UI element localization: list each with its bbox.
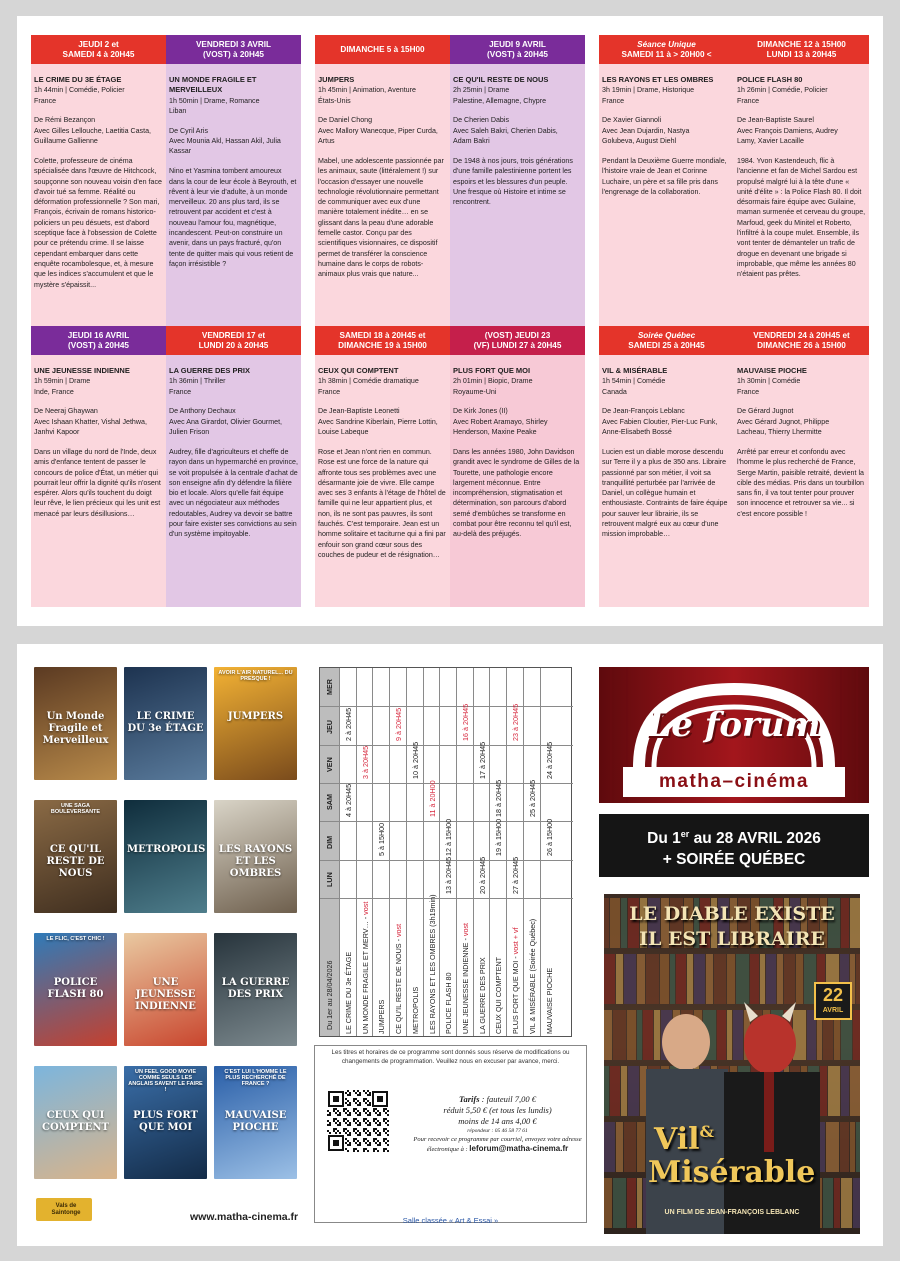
film-title: UN MONDE FRAGILE ET MERVEILLEUX	[169, 75, 257, 95]
schedule-row	[473, 668, 490, 1036]
poster-tagline: LE FLIC, C'EST CHIC !	[46, 936, 105, 942]
showtime: 3 à 20H45	[360, 745, 370, 779]
film-card-body	[450, 64, 585, 207]
day-label: SAM	[325, 794, 334, 811]
film-credits: Avec Ishaan Khatter, Vishal Jethwa,	[34, 417, 147, 426]
film-poster	[214, 667, 297, 780]
day-label: LUN	[325, 872, 334, 887]
poster-title: Un Monde Fragile et Merveilleux	[42, 711, 109, 746]
film-info: États-Unis	[318, 96, 351, 105]
film-poster	[124, 800, 207, 913]
poster-title: Vil& Misérable	[648, 1122, 816, 1190]
qr-code	[327, 1090, 389, 1152]
film-credits: Julien Frison	[169, 428, 210, 437]
schedule-film-name: JUMPERS	[377, 999, 387, 1034]
showtime: 20 à 20H45	[477, 856, 487, 894]
film-credits: De Cherien Dabis	[453, 116, 509, 125]
film-title: JUMPERS	[318, 75, 355, 84]
film-synopsis: Audrey, fille d'agriculteurs et cheffe de rayon dans un hypermarché en province, se voit propulsée à la centrale d'achat de son enseigne afin d'y défendre la filière bio et locale. Alors qu'elle fait équipe avec un négociateur aux méthodes redoutables, Audrey va devoir se battre pour faire exister ses convictions au sein d'un système impitoyable.	[169, 447, 298, 539]
film-info: 2h 01min | Biopic, Drame	[453, 377, 533, 386]
film-title: CEUX QUI COMPTENT	[318, 366, 399, 375]
schedule-row	[456, 668, 473, 1036]
sponsor-logo: Vals de Saintonge	[36, 1198, 92, 1221]
schedule-row	[389, 668, 406, 1036]
poster-title: UNE JEUNESSE INDIENNE	[135, 977, 196, 1012]
website-link[interactable]: www.matha-cinema.fr	[190, 1211, 299, 1223]
film-synopsis: De 1948 à nos jours, trois générations d'une famille palestinienne portent les espoirs et les blessures d'un peuple. Une fresque où Histoire et intime se rencontrent.	[453, 156, 573, 207]
poster-headline: LE DIABLE EXISTE IL EST LIBRAIRE	[629, 903, 835, 950]
period-line-2: + SOIRÉE QUÉBEC	[662, 851, 806, 869]
classement-label: Salle classée « Art & Essai »	[402, 1216, 499, 1225]
schedule-row	[523, 668, 540, 1036]
film-poster	[214, 800, 297, 913]
film-credits: De Anthony Dechaux	[169, 407, 236, 416]
film-synopsis: Arrêté par erreur et confondu avec l'homme le plus recherché de France, Serge Martin, paisible retraité, devient la cible des médias. Pris dans un tourbillon sans fin, il va tout tenter pour prouver son innocence et retrouver sa vie... si c'est encore possible !	[737, 447, 864, 518]
film-credits: De Jean-Baptiste Saurel	[737, 116, 814, 125]
film-credits: Adam Bakri	[453, 137, 490, 146]
film-credits: Avec Fabien Cloutier, Pier-Luc Funk,	[602, 417, 718, 426]
tarifs-line-2: réduit 5,50 € (et tous les lundis)	[443, 1105, 552, 1115]
film-card-header: JEUDI 2 et SAMEDI 4 à 20H45	[31, 35, 166, 64]
schedule-film-name: LA GUERRE DES PRIX	[477, 957, 487, 1034]
film-credits: Louise Labeque	[318, 428, 369, 437]
film-credits: De Rémi Bezançon	[34, 116, 96, 125]
film-card-header: DIMANCHE 5 à 15H00	[315, 35, 450, 64]
film-title: MAUVAISE PIOCHE	[737, 366, 807, 375]
film-synopsis: 1984. Yvon Kastendeuch, flic à l'ancienne et fan de Michel Sardou est propulsé malgré lui à la tête d'une « unité d'élite » : la Police Flash 80. Il doit désormais faire équipe avec Guilaine, maman surmenée et cerveau du groupe, Marfoud, geek du Minitel et Roberto, l'infiltré à la coupe mulet. Ensemble, ils vont tenter de démanteler un trafic de drogue en devenant une brigade si improbable, que même les années 80 n'étaient pas prêtes.	[737, 156, 866, 279]
schedule-film-name: UN MONDE FRAGILE ET MERV… - vost	[360, 901, 370, 1034]
film-info: Canada	[602, 387, 627, 396]
film-poster	[34, 1066, 117, 1179]
film-poster	[34, 667, 117, 780]
poster-tagline: UNE SAGA BOULEVERSANTE	[50, 803, 101, 815]
film-synopsis: Colette, professeure de cinéma spécialisée dans l'œuvre de Hitchcock, soupçonne son nouveau voisin d'en face d'avoir tué sa femme. Réalité ou déformation professionnelle ? Son mari, François, écrivain de romans historico-policiers un peu désuets, est d'abord sceptique face à l'obsession de Colette pour ce prétendu crime. Il se laisse cependant embarquer dans cette enquête rocambolesque, et, à mesure que les indices s'accumulent et que le mystère s'épaissit...	[34, 156, 162, 289]
film-card-header: VENDREDI 24 à 20H45 et DIMANCHE 26 à 15H00	[734, 326, 869, 355]
poster-title: LE CRIME DU 3e ÉTAGE	[127, 711, 204, 734]
film-title: LE CRIME DU 3E ÉTAGE	[34, 75, 122, 84]
showtime: 24 à 20H45	[544, 741, 554, 779]
schedule-row	[356, 668, 373, 1036]
info-box	[314, 1045, 587, 1223]
film-credits: Avec Gilles Lellouche, Laetitia Casta,	[34, 126, 151, 135]
film-card-vendredi24	[734, 326, 869, 607]
film-card-body	[599, 64, 734, 197]
poster-tagline: C'EST LUI L'HOMME LE PLUS RECHERCHÉ DE FRANCE ?	[224, 1069, 287, 1087]
film-card-body	[734, 64, 869, 280]
film-card-body	[31, 355, 166, 519]
film-poster	[34, 933, 117, 1046]
schedule-film-name: MAUVAISE PIOCHE	[544, 967, 554, 1034]
poster-tagline: AVOIR L'AIR NATUREL... DU PRESQUE !	[218, 670, 293, 682]
film-info: 1h 30min | Comédie	[737, 377, 801, 386]
showtime: 12 à 15H00	[444, 818, 454, 856]
schedule-film-name: LES RAYONS ET LES OMBRES (3h19min)	[427, 894, 437, 1034]
film-card-jeudi23	[450, 326, 585, 607]
schedule-row	[439, 668, 456, 1036]
qr-icon	[327, 1090, 389, 1152]
showtime: 18 à 20H45	[494, 780, 504, 818]
film-card-body	[450, 355, 585, 540]
logo-script: Le forum	[647, 705, 821, 745]
logo-subtitle: matha–cinéma	[658, 771, 809, 792]
film-credits: Avec Gérard Jugnot, Philippe	[737, 417, 830, 426]
film-credits: De Daniel Chong	[318, 116, 373, 125]
film-credits: De Cyril Aris	[169, 126, 209, 135]
film-card-header: Séance Unique SAMEDI 11 à > 20H00 <	[599, 35, 734, 64]
film-credits: Avec Jean Dujardin, Nastya	[602, 126, 690, 135]
film-info: 2h 25min | Drame	[453, 86, 510, 95]
film-title: LA GUERRE DES PRIX	[169, 366, 250, 375]
film-info: France	[318, 387, 341, 396]
film-synopsis: Dans un village du nord de l'Inde, deux amis d'enfance tentent de passer le concours de police d'État, un métier qui pourrait leur offrir la dignité qu'ils n'osent espérer. Alors qu'ils touchent du doigt leur rêve, le lien précieux qui les unit est menacé par leurs désillusions…	[34, 447, 161, 518]
poster-title: LA GUERRE DES PRIX	[221, 977, 290, 1000]
schedule-period: Du 1er au 28/04/2026	[325, 960, 334, 1030]
poster-title: LES RAYONS ET LES OMBRES	[218, 844, 293, 879]
film-credits: De Kirk Jones (II)	[453, 407, 508, 416]
poster-credit: UN FILM DE JEAN-FRANÇOIS LEBLANC	[664, 1209, 800, 1216]
film-info: France	[34, 96, 57, 105]
film-credits: Artus	[318, 137, 335, 146]
showtime: 19 à 15H00	[494, 818, 504, 856]
film-credits: Avec Mounia Akl, Hassan Akil, Julia	[169, 137, 281, 146]
film-poster	[124, 667, 207, 780]
showtime: 4 à 20H45	[344, 784, 353, 818]
film-card-header: VENDREDI 17 et LUNDI 20 à 20H45	[166, 326, 301, 355]
film-credits: Avec Sandrine Kiberlain, Pierre Lottin,	[318, 417, 438, 426]
schedule-row	[423, 668, 440, 1036]
day-label: VEN	[325, 757, 334, 772]
disclaimer-text: Les titres et horaires de ce programme sont donnés sous réserve de modifications ou changements de programmation. Veuillez nous en excuser par avance, merci.	[331, 1049, 570, 1065]
featured-poster	[604, 894, 860, 1234]
film-card-header: SAMEDI 18 à 20H45 et DIMANCHE 19 à 15H00	[315, 326, 450, 355]
day-label: MER	[325, 679, 334, 696]
schedule-film-name: VIL & MISÉRABLE (Soirée Québec)	[527, 918, 537, 1034]
film-card-body	[315, 355, 450, 560]
film-card-header: JEUDI 16 AVRIL (VOST) à 20H45	[31, 326, 166, 355]
film-credits: Avec Mallory Wanecque, Piper Curda,	[318, 126, 438, 135]
schedule-film-name: LE CRIME DU 3e ÉTAGE	[344, 951, 353, 1034]
schedule-film-name: CE QU'IL RESTE DE NOUS - vost	[394, 923, 404, 1034]
film-title: PLUS FORT QUE MOI	[453, 366, 531, 375]
schedule-row	[506, 668, 523, 1036]
film-info: 1h 45min | Animation, Aventure	[318, 86, 416, 95]
schedule-day-header	[320, 668, 339, 1036]
film-card-jeudi16	[31, 326, 166, 607]
film-card-jeudi2	[31, 35, 166, 326]
poster-title: MAUVAISE PIOCHE	[224, 1110, 287, 1133]
film-card-samedi18	[315, 326, 450, 607]
film-credits: De Neeraj Ghaywan	[34, 407, 98, 416]
film-info: Liban	[169, 106, 187, 115]
film-card-header: VENDREDI 3 AVRIL (VOST) à 20H45	[166, 35, 301, 64]
film-card-body	[166, 355, 301, 540]
film-credits: Guillaume Gallienne	[34, 137, 98, 146]
film-info: 1h 36min | Thriller	[169, 377, 226, 386]
email-link[interactable]: leforum@matha-cinema.fr	[469, 1143, 569, 1153]
film-card-samedi25	[599, 326, 734, 607]
film-title: VIL & MISÉRABLE	[602, 366, 668, 375]
showtime: 5 à 15H00	[377, 822, 387, 856]
film-poster	[214, 933, 297, 1046]
poster-title: JUMPERS	[227, 711, 284, 722]
phone: répondeur : 05 46 58 77 61	[467, 1128, 528, 1134]
film-synopsis: Lucien est un diable morose descendu sur Terre il y a plus de 350 ans. Libraire passionné par son métier, il voit sa tranquillité perturbée par l'arrivée de Daniel, un collègue humain et enthousiaste. Contraints de faire équipe pour sauver leur librairie, ils se retrouvent malgré eux au cœur d'une mission improbable…	[602, 447, 728, 539]
film-poster	[124, 933, 207, 1046]
film-credits: Avec Ana Girardot, Olivier Gourmet,	[169, 417, 283, 426]
period-line-1: Du 1er au 28 AVRIL 2026	[647, 829, 821, 848]
film-credits: Anne-Elisabeth Bossé	[602, 428, 672, 437]
film-card-header: DIMANCHE 12 à 15H00 LUNDI 13 à 20H45	[734, 35, 869, 64]
film-info: 1h 38min | Comédie dramatique	[318, 377, 419, 386]
film-info: Inde, France	[34, 387, 74, 396]
film-poster	[214, 1066, 297, 1179]
film-card-dimanche12	[734, 35, 869, 326]
film-card-jeudi9	[450, 35, 585, 326]
schedule-row	[489, 668, 506, 1036]
film-info: France	[602, 96, 625, 105]
film-info: 1h 50min | Drame, Romance	[169, 96, 260, 105]
film-credits: De Jean-François Leblanc	[602, 407, 685, 416]
film-info: 1h 26min | Comédie, Policier	[737, 86, 828, 95]
film-synopsis: Pendant la Deuxième Guerre mondiale, l'histoire vraie de Jean et Corinne Luchaire, un père et sa fille pris dans l'engrenage de la collaboration.	[602, 156, 727, 196]
film-card-body	[734, 355, 869, 519]
film-info: Palestine, Allemagne, Chypre	[453, 96, 547, 105]
film-info: 1h 44min | Comédie, Policier	[34, 86, 125, 95]
film-credits: De Gérard Jugnot	[737, 407, 794, 416]
showtime: 17 à 20H45	[477, 741, 487, 779]
showtime: 27 à 20H45	[511, 856, 521, 894]
schedule-row	[372, 668, 389, 1036]
tarifs-line-3: moins de 14 ans 4,00 €	[458, 1116, 537, 1126]
film-synopsis: Rose et Jean n'ont rien en commun. Rose est une force de la nature qui affronte tous ses problèmes avec une désarmante joie de vivre. Elle campe avec ses 3 enfants à l'étage de l'hôtel de famille qui ne leur appartient plus, et non, ils ne sont pas pauvres, ils sont fauchés. C'est temporaire. Jean est un homme solitaire et taciturne qui a fini par enfouir son grand cœur sous des couches de pudeur et de résignation…	[318, 447, 446, 559]
schedule-film-name: UNE JEUNESSE INDIENNE - vost	[461, 922, 470, 1034]
poster-tagline: UN FEEL GOOD MOVIE COMME SEULS LES ANGLAIS SAVENT LE FAIRE !	[128, 1069, 203, 1093]
schedule-film-name: CEUX QUI COMPTENT	[494, 956, 504, 1034]
poster-title: CE QU'IL RESTE DE NOUS	[46, 844, 105, 879]
showtime: 10 à 20H45	[410, 741, 420, 779]
film-credits: Lamy, Xavier Lacaille	[737, 137, 804, 146]
showtime: 9 à 20H45	[394, 707, 404, 741]
showtime: 25 à 20H45	[527, 780, 537, 818]
film-credits: De Jean-Baptiste Leonetti	[318, 407, 400, 416]
newsletter-text: Pour recevoir ce programme par courriel, envoyez votre adresse électronique à : leforum@matha-cinema.fr	[413, 1136, 582, 1153]
schedule-film-name: POLICE FLASH 80	[444, 972, 454, 1034]
schedule-film-name: METROPOLIS	[410, 986, 420, 1034]
film-card-body	[315, 64, 450, 280]
film-title: CE QU'IL RESTE DE NOUS	[453, 75, 549, 84]
tarifs-line-1: Tarifs : fauteuil 7,00 €	[459, 1094, 536, 1104]
poster-title: METROPOLIS	[127, 844, 206, 855]
film-credits: Janhvi Kapoor	[34, 428, 80, 437]
poster-title: PLUS FORT QUE MOI	[133, 1110, 198, 1133]
film-info: Royaume-Uni	[453, 387, 497, 396]
film-title: UNE JEUNESSE INDIENNE	[34, 366, 130, 375]
film-card-header: (VOST) JEUDI 23 (VF) LUNDI 27 à 20H45	[450, 326, 585, 355]
film-synopsis: Mabel, une adolescente passionnée par les animaux, saute (littéralement !) sur l'occasion d'essayer une nouvelle technologie révolutionnaire permettant de communiquer avec eux d'une manière totalement inédite… en se glissant dans la peau d'une adorable femelle castor. Conçu par des scientifiques visionnaires, ce dispositif permet de transférer la conscience humaine dans le corps de robots-animaux plus vrais que nature...	[318, 156, 444, 279]
film-card-header: JEUDI 9 AVRIL (VOST) à 20H45	[450, 35, 585, 64]
film-card-vendredi3	[166, 35, 301, 326]
film-card-header: Soirée Québec SAMEDI 25 à 20H45	[599, 326, 734, 355]
film-poster	[124, 1066, 207, 1179]
film-synopsis: Nino et Yasmina tombent amoureux dans la cour de leur école à Beyrouth, et rêvent à leur vie d'adulte, à un monde merveilleux. 20 ans plus tard, ils se retrouvent par accident et c'est à nouveau l'amour fou, magnétique, incandescent. Peut-on construire un avenir, dans un pays fracturé, qu'on tente de quitter mais qui vous retient de façon irrésistible ?	[169, 167, 297, 268]
day-label: JEU	[325, 719, 334, 734]
film-info: France	[169, 387, 192, 396]
film-synopsis: Dans les années 1980, John Davidson grandit avec le syndrome de Gilles de la Tourette, une pathologie encore largement méconnue. Entre incompréhension, stigmatisation et détermination, son parcours d'abord semé d'embûches se transforme en combat pour être reconnu tel qu'il est, au-delà des préjugés.	[453, 447, 580, 539]
film-card-body	[166, 64, 301, 269]
date-badge: 22 AVRIL	[814, 982, 852, 1020]
film-credits: Avec François Damiens, Audrey	[737, 126, 838, 135]
film-card-samedi11	[599, 35, 734, 326]
film-title: POLICE FLASH 80	[737, 75, 803, 84]
film-card-body	[31, 64, 166, 290]
film-info: 3h 19min | Drame, Historique	[602, 86, 695, 95]
schedule-row	[406, 668, 423, 1036]
film-credits: Avec Robert Aramayo, Shirley	[453, 417, 548, 426]
film-credits: Henderson, Maxine Peake	[453, 428, 537, 437]
film-poster	[34, 800, 117, 913]
schedule-table	[319, 667, 572, 1037]
schedule-row	[540, 668, 557, 1036]
tarifs-label: Tarifs	[459, 1094, 480, 1104]
film-info: 1h 54min | Comédie	[602, 377, 666, 386]
schedule-row	[339, 668, 356, 1036]
film-info: 1h 59min | Drame	[34, 377, 91, 386]
film-credits: Kassar	[169, 147, 192, 156]
poster-title: CEUX QUI COMPTENT	[42, 1110, 109, 1133]
showtime: 23 à 20H45	[511, 703, 521, 741]
film-card-vendredi17	[166, 326, 301, 607]
film-info: France	[737, 387, 760, 396]
film-info: France	[737, 96, 760, 105]
showtime: 13 à 20H45	[444, 856, 454, 894]
showtime: 2 à 20H45	[344, 707, 353, 741]
film-credits: Avec Saleh Bakri, Cherien Dabis,	[453, 126, 558, 135]
schedule-film-name: PLUS FORT QUE MOI - vost + vf	[511, 927, 521, 1034]
showtime: 11 à 20H00	[427, 780, 437, 818]
showtime: 26 à 15H00	[544, 818, 554, 856]
day-label: DIM	[325, 835, 334, 849]
poster-title: POLICE FLASH 80	[47, 977, 104, 1000]
film-credits: Golubeva, August Diehl	[602, 137, 677, 146]
film-card-body	[599, 355, 734, 540]
period-banner	[599, 814, 869, 877]
film-credits: De Xavier Giannoli	[602, 116, 662, 125]
film-card-dimanche5	[315, 35, 450, 326]
cinema-logo	[599, 667, 869, 803]
showtime: 16 à 20H45	[461, 703, 470, 741]
film-credits: Lacheau, Thierry Lhermitte	[737, 428, 822, 437]
film-title: LES RAYONS ET LES OMBRES	[602, 75, 714, 84]
